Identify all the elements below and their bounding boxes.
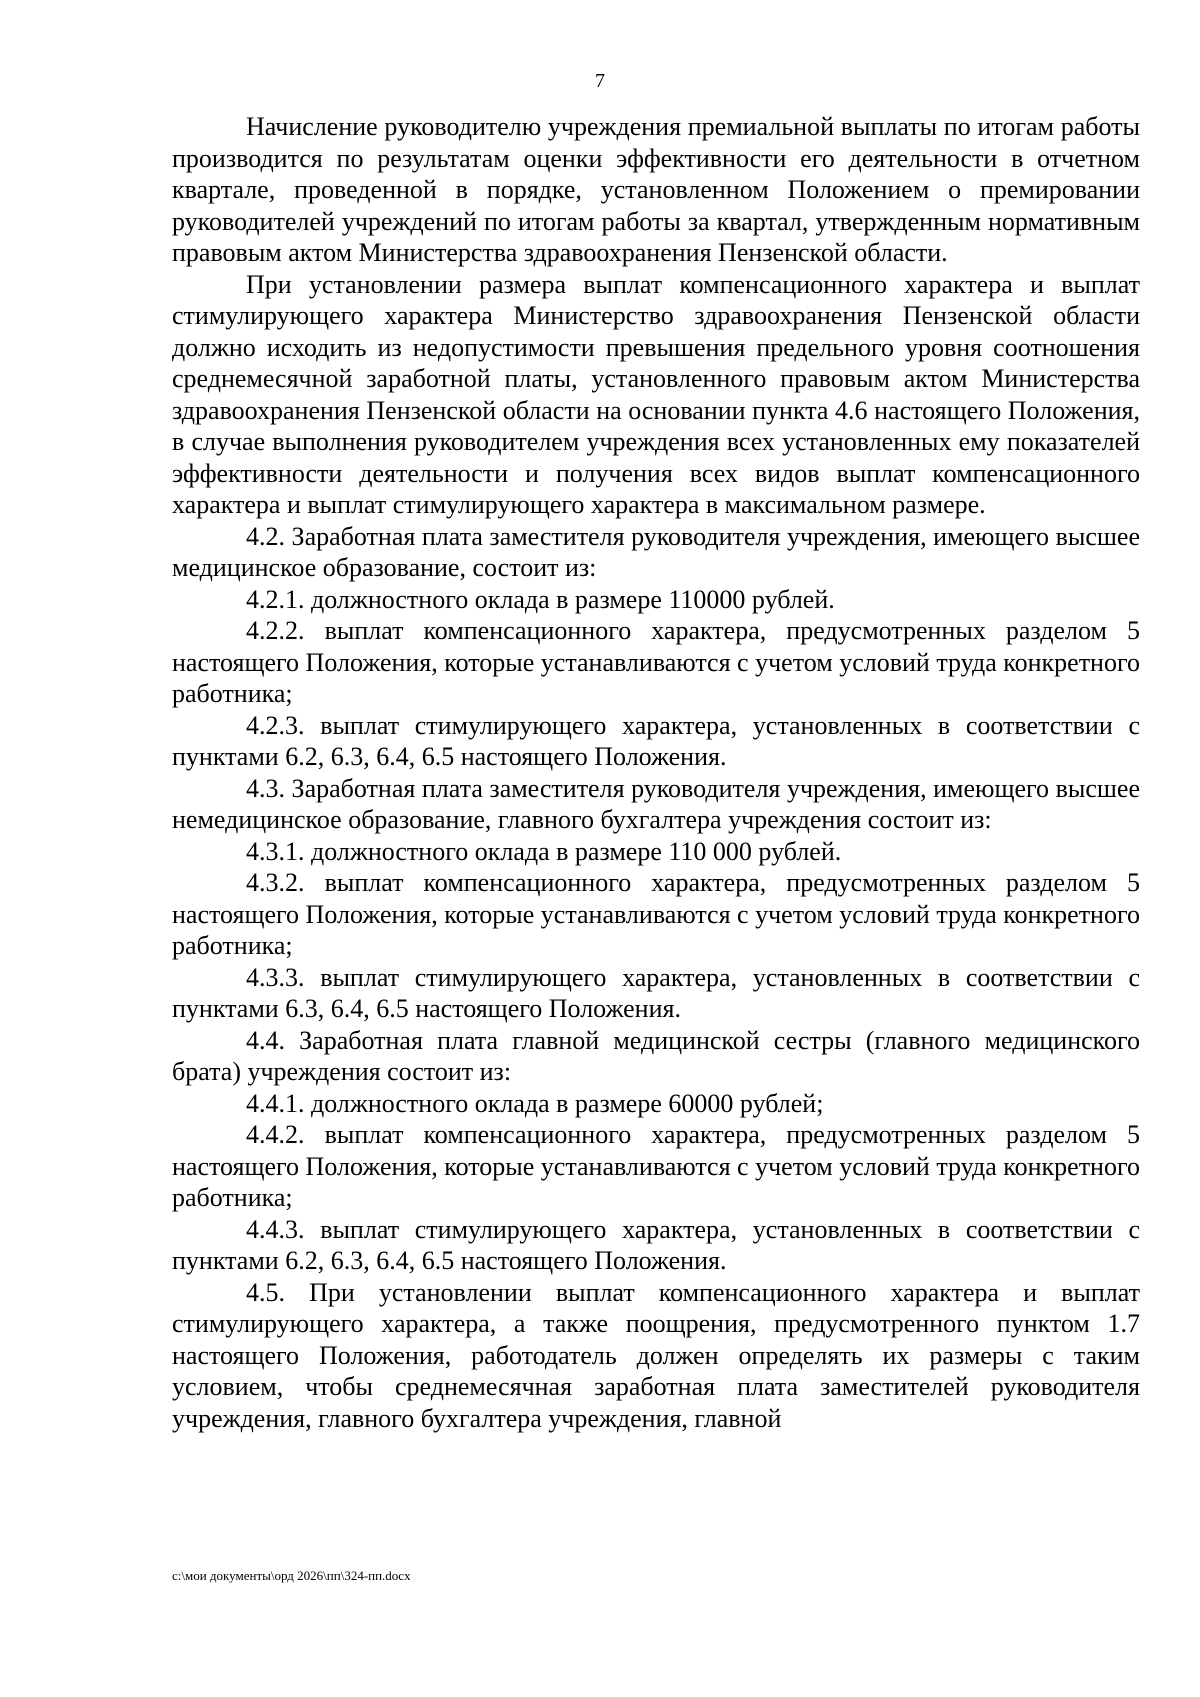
paragraph-4-4-1: 4.4.1. должностного оклада в размере 60000 рублей; bbox=[246, 1088, 824, 1118]
page-number: 7 bbox=[595, 70, 605, 92]
paragraph-4-2-3: 4.2.3. выплат стимулирующего характера, установленных в соответствии с пунктами 6.2, 6.3, 6.4, 6.5 настоящего Положения. bbox=[172, 710, 1140, 771]
paragraph-4-3-1: 4.3.1. должностного оклада в размере 110 000 рублей. bbox=[246, 836, 842, 866]
document-body bbox=[172, 111, 1140, 1434]
paragraph-4-4: 4.4. Заработная плата главной медицинской сестры (главного медицинского брата) учреждения состоит из: bbox=[172, 1025, 1140, 1086]
paragraph-4-3: 4.3. Заработная плата заместителя руководителя учреждения, имеющего высшее немедицинское образование, главного бухгалтера учреждения состоит из: bbox=[172, 773, 1140, 834]
footer-file-path: c:\мои документы\орд 2026\пп\324-пп.docx bbox=[172, 1568, 411, 1583]
paragraph-4-2-1: 4.2.1. должностного оклада в размере 110000 рублей. bbox=[246, 584, 835, 614]
paragraph-4-2: 4.2. Заработная плата заместителя руководителя учреждения, имеющего высшее медицинское образование, состоит из: bbox=[172, 521, 1140, 582]
paragraph-4-2-2: 4.2.2. выплат компенсационного характера, предусмотренных разделом 5 настоящего Положения, которые устанавливаются с учетом условий труда конкретного работника; bbox=[172, 616, 1140, 708]
paragraph-director-bonus: Начисление руководителю учреждения премиальной выплаты по итогам работы производится по результатам оценки эффективности его деятельности в отчетном квартале, проведенной в порядке, установленном Положением о премировании руководителей учреждений по итогам работы за квартал, утвержденным нормативным правовым актом Министерства здравоохранения Пензенской области. bbox=[172, 112, 1140, 267]
paragraph-compensation-limits: При установлении размера выплат компенсационного характера и выплат стимулирующего характера Министерство здравоохранения Пензенской области должно исходить из недопустимости превышения предельного уровня соотношения среднемесячной заработной платы, установленного правовым актом Министерства здравоохранения Пензенской области на основании пункта 4.6 настоящего Положения, в случае выполнения руководителем учреждения всех установленных ему показателей эффективности деятельности и получения всех видов выплат компенсационного характера и выплат стимулирующего характера в максимальном размере. bbox=[172, 269, 1140, 519]
paragraph-4-3-2: 4.3.2. выплат компенсационного характера, предусмотренных разделом 5 настоящего Положения, которые устанавливаются с учетом условий труда конкретного работника; bbox=[172, 868, 1140, 960]
paragraph-4-4-3: 4.4.3. выплат стимулирующего характера, установленных в соответствии с пунктами 6.2, 6.3, 6.4, 6.5 настоящего Положения. bbox=[172, 1214, 1140, 1275]
paragraph-4-5: 4.5. При установлении выплат компенсационного характера и выплат стимулирующего характера, а также поощрения, предусмотренного пунктом 1.7 настоящего Положения, работодатель должен определять их размеры с таким условием, чтобы среднемесячная заработная плата заместителей руководителя учреждения, главного бухгалтера учреждения, главной bbox=[172, 1277, 1140, 1433]
paragraph-4-3-3: 4.3.3. выплат стимулирующего характера, установленных в соответствии с пунктами 6.3, 6.4, 6.5 настоящего Положения. bbox=[172, 962, 1140, 1023]
paragraph-4-4-2: 4.4.2. выплат компенсационного характера, предусмотренных разделом 5 настоящего Положения, которые устанавливаются с учетом условий труда конкретного работника; bbox=[172, 1120, 1140, 1212]
